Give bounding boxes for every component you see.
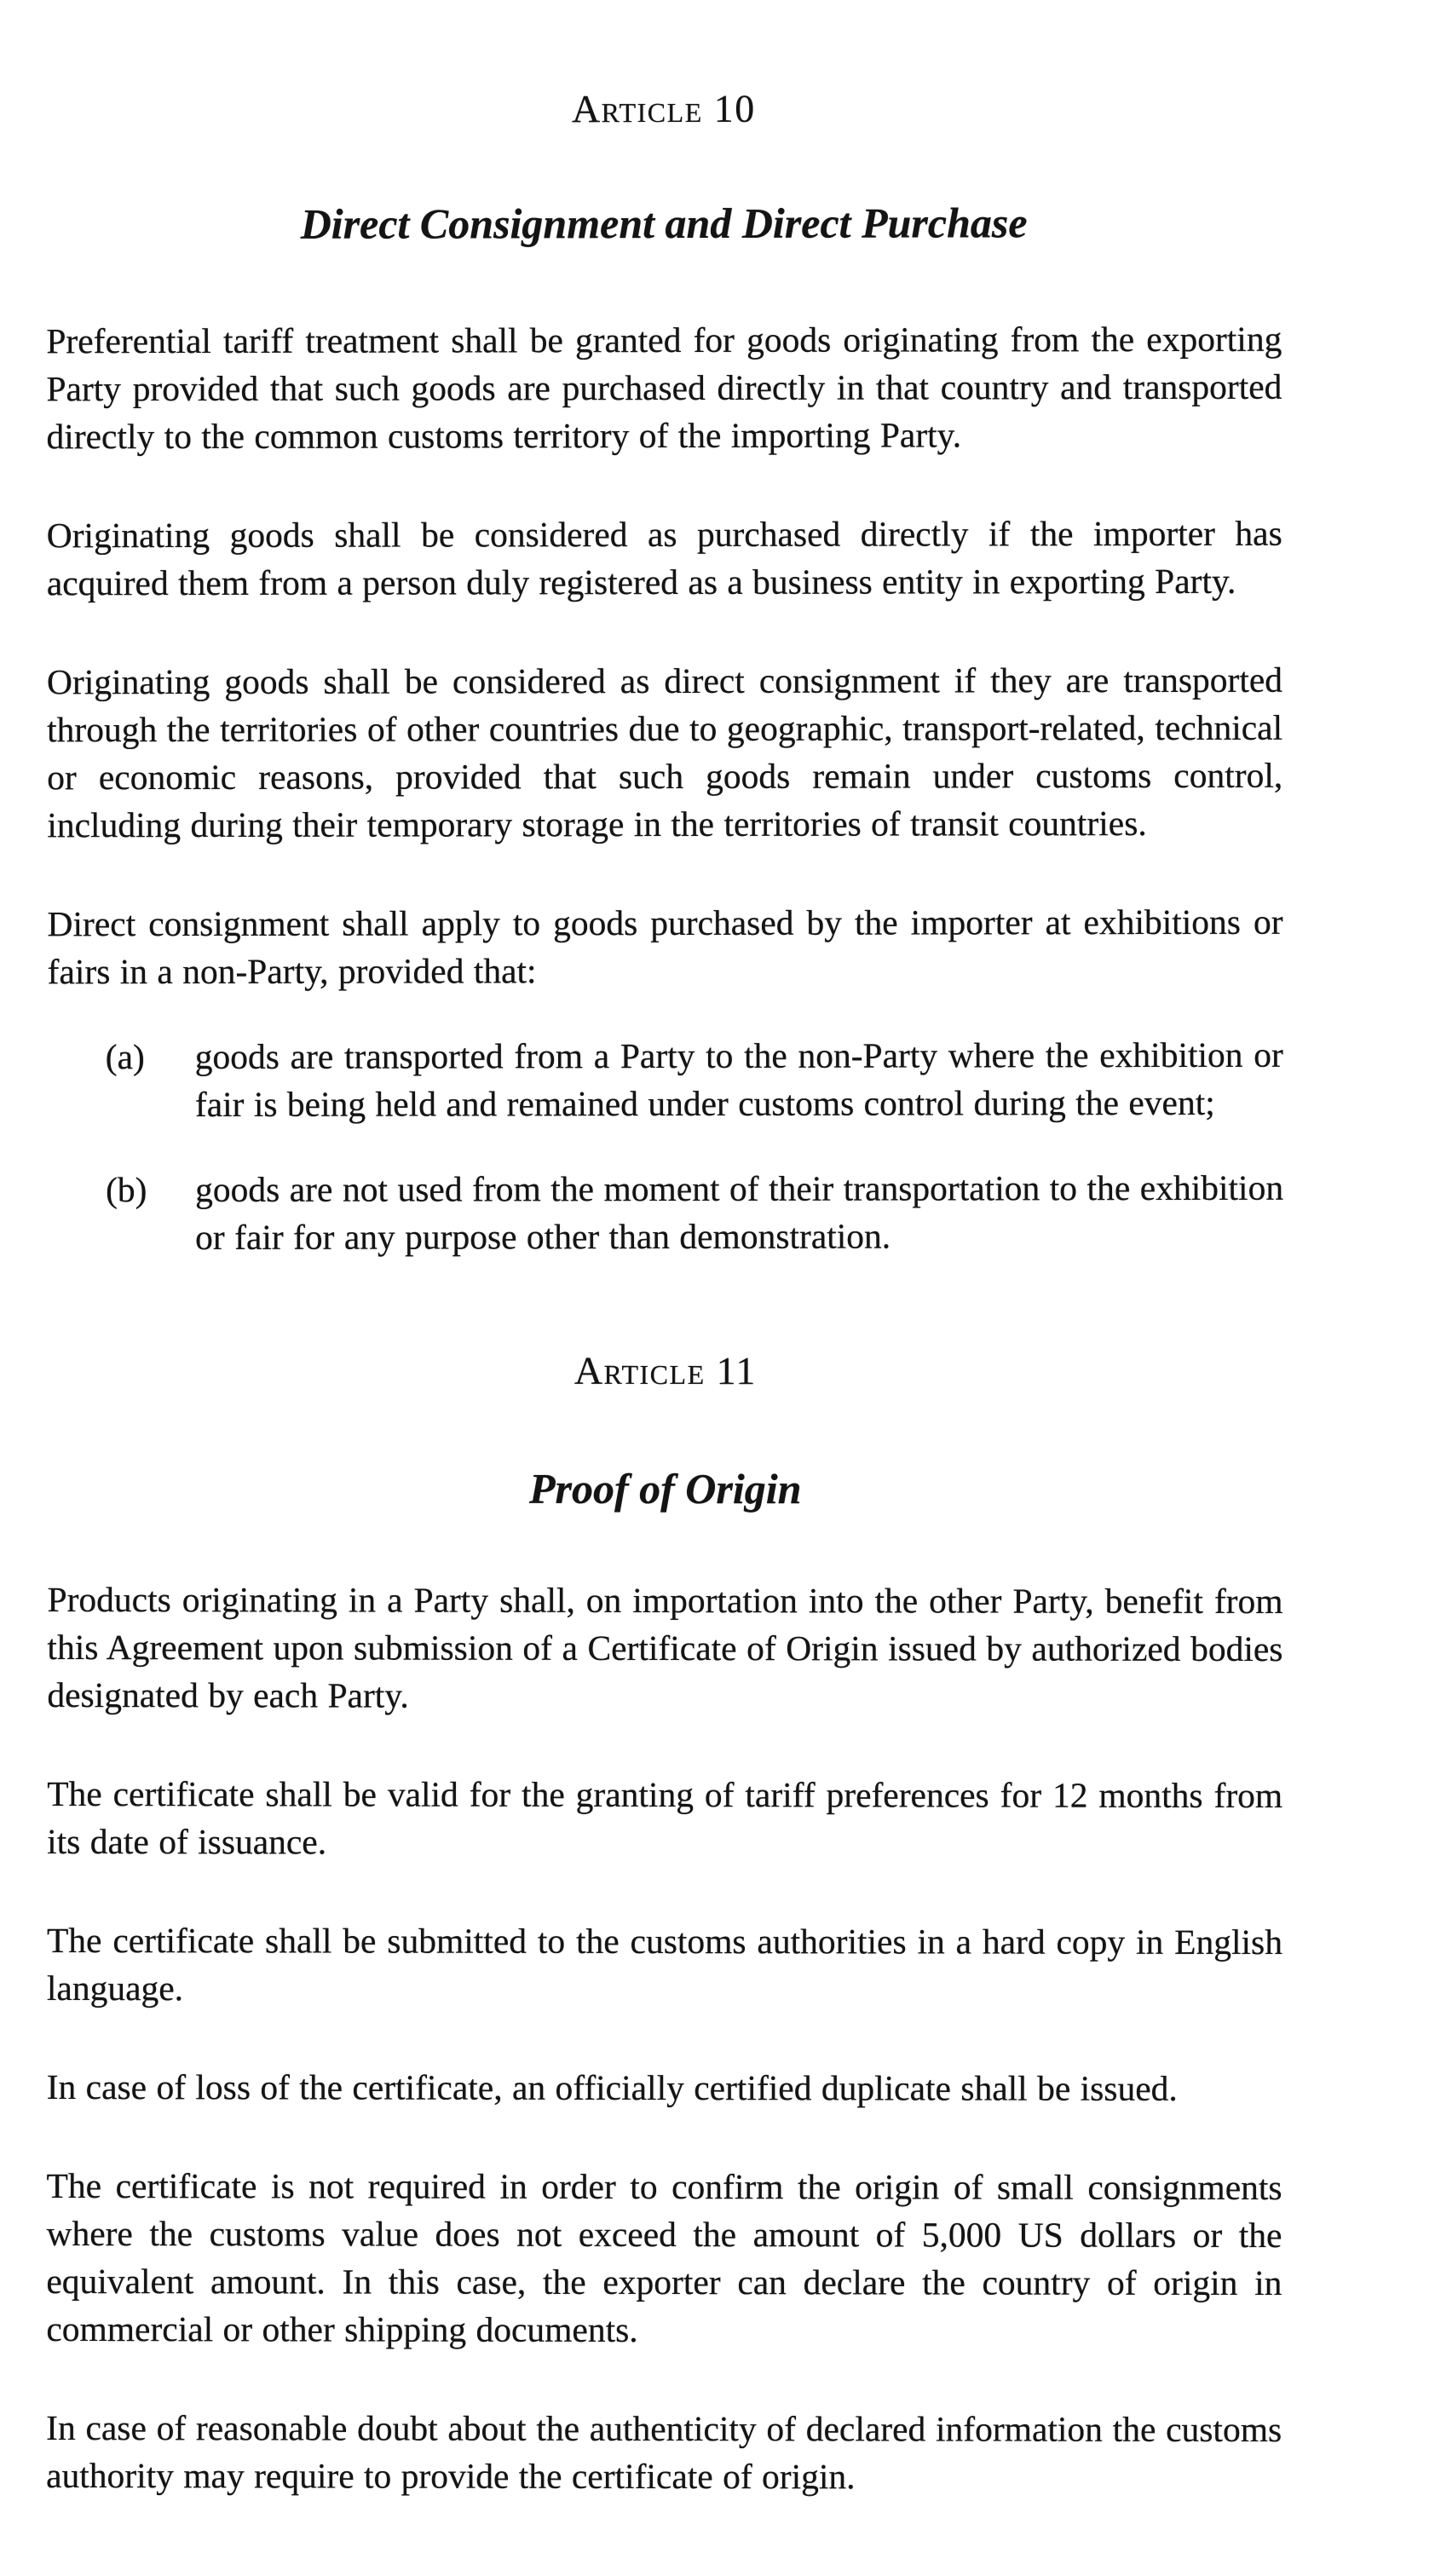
- list-marker-a: (a): [105, 1036, 145, 1076]
- article-11-paragraph-1: Products originating in a Party shall, on importation into the other Party, benefit from this Agreement upon submission of a Certificate of Origin issued by authorized bodies designated by each Party.: [47, 1579, 1283, 1715]
- article-10-paragraph-2: Originating goods shall be considered as purchased directly if the importer has acquired them from a person duly registered as a business entity in exporting Party.: [46, 513, 1282, 603]
- article-11-paragraph-3: The certificate shall be submitted to the customs authorities in a hard copy in English language.: [46, 1920, 1283, 2008]
- article-11-paragraph-2: The certificate shall be valid for the granting of tariff preferences for 12 months from its date of issuance.: [47, 1773, 1283, 1862]
- article-11-paragraph-5: The certificate is not required in order to confirm the origin of small consignments where the customs value does not exceed the amount of 5,000 US dollars or the equivalent amount. In this case, the exporter can declare the country of origin in commercial or other shipping documents.: [46, 2165, 1282, 2349]
- article-11-paragraph-6: In case of reasonable doubt about the authenticity of declared information the customs authority may require to provide the certificate of origin.: [46, 2407, 1282, 2496]
- list-item-b-text: goods are not used from the moment of their transportation to the exhibition or fair for any purpose other than demonstration.: [195, 1167, 1284, 1257]
- article-10-section: [46, 83, 1283, 1261]
- article-11-heading: Article 11: [574, 1348, 757, 1392]
- list-item-a: [106, 1031, 1283, 1128]
- list-marker-b: (b): [106, 1169, 147, 1209]
- article-11-paragraph-4: In case of loss of the certificate, an officially certified duplicate shall be issued.: [46, 2066, 1178, 2108]
- article-10-paragraph-1: Preferential tariff treatment shall be granted for goods originating from the exporting Party provided that such goods are purchased directly in that country and transported directly to the common customs territory of the importing Party.: [46, 319, 1282, 457]
- list-item-b: [106, 1164, 1283, 1261]
- article-10-heading: Article 10: [571, 86, 756, 131]
- article-10-title: Direct Consignment and Direct Purchase: [300, 199, 1028, 248]
- article-10-paragraph-3: Originating goods shall be considered as direct consignment if they are transported through the territories of other countries due to geographic, transport-related, technical or economic reasons, provided that such goods remain under customs control, including during their temporary storage in the territories of transit countries.: [46, 660, 1283, 845]
- article-10-paragraph-4: Direct consignment shall apply to goods purchased by the importer at exhibitions or fairs in a non-Party, provided that:: [47, 902, 1283, 992]
- list-item-a-text: goods are transported from a Party to the non-Party where the exhibition or fair is being held and remained under customs control during the event;: [194, 1034, 1283, 1124]
- article-11-section: [46, 1345, 1283, 2501]
- article-11-title: Proof of Origin: [528, 1464, 802, 1513]
